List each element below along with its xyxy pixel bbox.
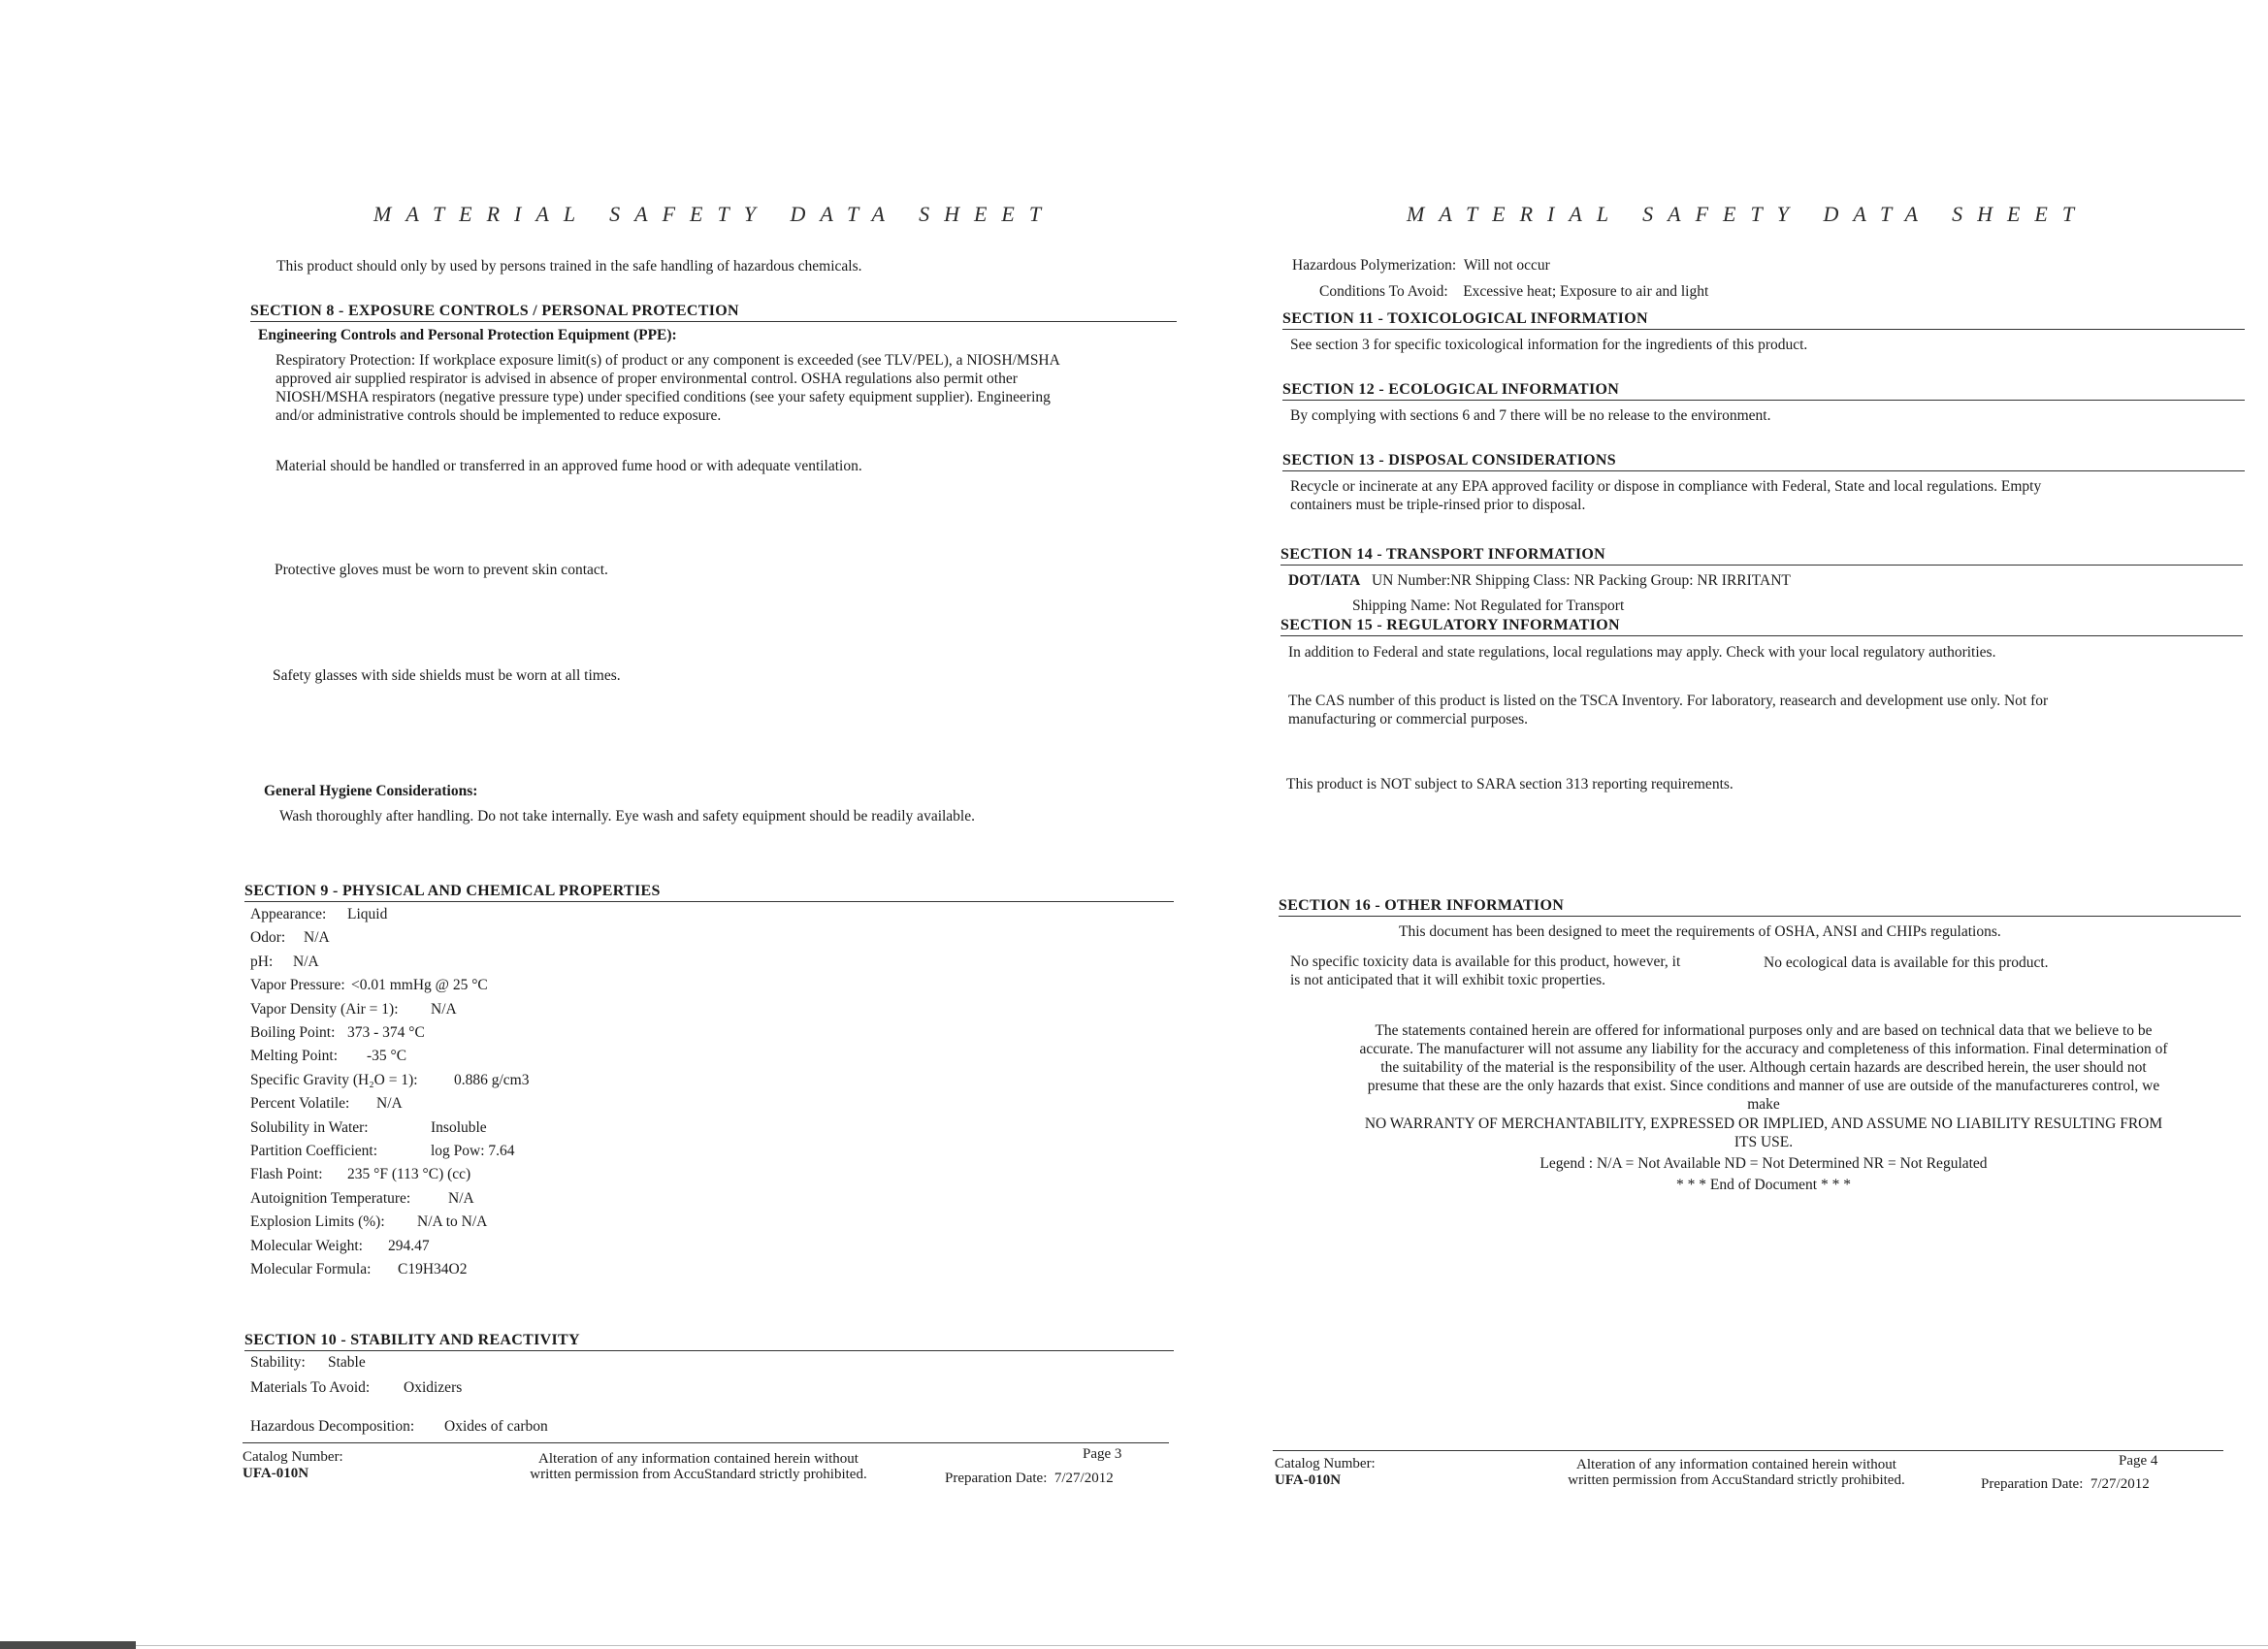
page-4 — [1251, 0, 2268, 1649]
catalog-number: UFA-010N — [243, 1466, 309, 1481]
page-number: Page 4 — [2119, 1453, 2158, 1469]
property-row: Partition Coefficient: log Pow: 7.64 — [250, 1143, 515, 1159]
section-16-title: SECTION 16 - OTHER INFORMATION — [1279, 897, 2241, 917]
disclaimer — [1279, 1021, 2249, 1194]
section-9-title: SECTION 9 - PHYSICAL AND CHEMICAL PROPERTIES — [244, 883, 1174, 902]
warranty-line: NO WARRANTY OF MERCHANTABILITY, EXPRESSED OR IMPLIED, AND ASSUME NO LIABILITY RESULTING FROM — [1364, 1116, 2163, 1132]
hygiene-title: General Hygiene Considerations: — [264, 783, 478, 799]
property-row: Molecular Weight: 294.47 — [250, 1238, 430, 1254]
tsca-line: manufacturing or commercial purposes. — [1288, 711, 1529, 728]
section-14-title: SECTION 14 - TRANSPORT INFORMATION — [1280, 546, 2243, 566]
sara-text: This product is NOT subject to SARA section 313 reporting requirements. — [1286, 776, 1733, 792]
property-row: Autoignition Temperature: N/A — [250, 1190, 474, 1207]
property-row: Materials To Avoid: Oxidizers — [250, 1379, 463, 1396]
disclaimer-line: make — [1747, 1096, 1780, 1113]
alteration-notice — [495, 1451, 902, 1482]
preparation-date: Preparation Date: 7/27/2012 — [1981, 1476, 2150, 1492]
dot-iata-row: DOT/IATA UN Number:NR Shipping Class: NR Packing Group: NR IRRITANT — [1288, 572, 1791, 589]
resp-line: approved air supplied respirator is advised in absence of proper environmental control. OSHA regulations also permit other — [275, 371, 1018, 387]
ecological-note: No ecological data is available for this product. — [1764, 954, 2049, 971]
property-row: Odor: N/A — [250, 929, 330, 946]
page-header: MATERIAL SAFETY DATA SHEET — [1407, 202, 2090, 226]
hazardous-polymerization: Hazardous Polymerization: Will not occur — [1292, 257, 1550, 274]
trained-persons-note: This product should only by used by persons trained in the safe handling of hazardous chemicals. — [276, 258, 862, 275]
preparation-date: Preparation Date: 7/27/2012 — [945, 1471, 1114, 1486]
section-15-title: SECTION 15 - REGULATORY INFORMATION — [1280, 617, 2243, 636]
property-row: Solubility in Water: Insoluble — [250, 1119, 487, 1136]
legend: Legend : N/A = Not Available ND = Not Determined NR = Not Regulated — [1539, 1155, 1988, 1172]
glasses-note: Safety glasses with side shields must be worn at all times. — [273, 667, 621, 684]
section-13-title: SECTION 13 - DISPOSAL CONSIDERATIONS — [1282, 452, 2245, 471]
property-row: Vapor Pressure: <0.01 mmHg @ 25 °C — [250, 977, 488, 993]
page-number: Page 3 — [1083, 1446, 1122, 1462]
tsca-text — [1288, 692, 2048, 728]
property-row: Appearance: Liquid — [250, 906, 388, 922]
section-11-title: SECTION 11 - TOXICOLOGICAL INFORMATION — [1282, 310, 2245, 330]
osha-intro: This document has been designed to meet the requirements of OSHA, ANSI and CHIPs regulations. — [1399, 923, 2001, 940]
section-8-title: SECTION 8 - EXPOSURE CONTROLS / PERSONAL PROTECTION — [250, 303, 1177, 322]
property-row: Explosion Limits (%): N/A to N/A — [250, 1213, 488, 1230]
resp-line: and/or administrative controls should be implemented to reduce exposure. — [275, 407, 722, 424]
toxicology-text: See section 3 for specific toxicological information for the ingredients of this product. — [1290, 337, 1808, 353]
section-12-title: SECTION 12 - ECOLOGICAL INFORMATION — [1282, 381, 2245, 401]
toxicity-line: No specific toxicity data is available for this product, however, it — [1290, 954, 1681, 970]
shipping-name: Shipping Name: Not Regulated for Transport — [1352, 598, 1625, 614]
property-row: pH: N/A — [250, 954, 319, 970]
disclaimer-line: presume that these are the only hazards that exist. Since conditions and manner of use are outside of the manufactureres control, we — [1367, 1078, 2160, 1094]
notice-line: Alteration of any information contained herein without — [538, 1451, 859, 1467]
notice-line: Alteration of any information contained herein without — [1576, 1457, 1896, 1472]
catalog-label: Catalog Number: — [1275, 1456, 1376, 1471]
property-row: Boiling Point: 373 - 374 °C — [250, 1024, 425, 1041]
respiratory-protection — [275, 351, 1060, 425]
end-of-document: * * * End of Document * * * — [1676, 1177, 1851, 1193]
warranty-line: ITS USE. — [1733, 1134, 1794, 1150]
footer-rule — [1273, 1450, 2223, 1451]
scan-edge-shadow — [0, 1641, 136, 1649]
property-row: Hazardous Decomposition: Oxides of carbon — [250, 1418, 548, 1435]
tsca-line: The CAS number of this product is listed on the TSCA Inventory. For laboratory, reasearch and development use only. Not for — [1288, 693, 2049, 709]
property-row: Melting Point: -35 °C — [250, 1048, 407, 1064]
disclaimer-line: accurate. The manufacturer will not assume any liability for the accuracy and completeness of this information. Final determination of — [1359, 1041, 2168, 1057]
conditions-to-avoid: Conditions To Avoid: Excessive heat; Exposure to air and light — [1319, 283, 1709, 300]
ecology-text: By complying with sections 6 and 7 there will be no release to the environment. — [1290, 407, 1771, 424]
disposal-line: Recycle or incinerate at any EPA approved facility or dispose in compliance with Federal, State and local regulations. Empty — [1290, 478, 2042, 495]
gloves-note: Protective gloves must be worn to prevent skin contact. — [275, 562, 608, 578]
catalog-label: Catalog Number: — [243, 1449, 343, 1465]
scan-edge-line — [0, 1645, 2268, 1646]
notice-line: written permission from AccuStandard strictly prohibited. — [530, 1467, 867, 1482]
alteration-notice — [1533, 1457, 1940, 1488]
footer-rule — [243, 1442, 1169, 1443]
property-row: Percent Volatile: N/A — [250, 1095, 403, 1112]
resp-line: NIOSH/MSHA respirators (negative pressure type) under specified conditions (see your safety equipment supplier). Engineering — [275, 389, 1051, 405]
property-row: Vapor Density (Air = 1): N/A — [250, 1001, 457, 1018]
ventilation-note: Material should be handled or transferred in an approved fume hood or with adequate ventilation. — [275, 458, 862, 474]
property-row: Flash Point: 235 °F (113 °C) (cc) — [250, 1166, 471, 1182]
property-row: Specific Gravity (H₂O = 1): 0.886 g/cm3 — [250, 1072, 530, 1088]
disposal-line: containers must be triple-rinsed prior to disposal. — [1290, 497, 1586, 513]
resp-line: Respiratory Protection: If workplace exposure limit(s) of product or any component is exceeded (see TLV/PEL), a NIOSH/MSHA — [275, 352, 1060, 369]
catalog-number: UFA-010N — [1275, 1472, 1342, 1488]
regulatory-text: In addition to Federal and state regulations, local regulations may apply. Check with your local regulatory authorities. — [1288, 644, 1996, 661]
page-header: MATERIAL SAFETY DATA SHEET — [373, 202, 1056, 226]
toxicity-note — [1290, 953, 1680, 989]
hygiene-text: Wash thoroughly after handling. Do not take internally. Eye wash and safety equipment should be readily available. — [279, 808, 975, 824]
disclaimer-line: the suitability of the material is the responsibility of the user. Although certain hazards are described herein, the user should not — [1380, 1059, 2147, 1076]
notice-line: written permission from AccuStandard strictly prohibited. — [1568, 1472, 1905, 1488]
ppe-subtitle: Engineering Controls and Personal Protection Equipment (PPE): — [258, 327, 677, 343]
property-row: Molecular Formula: C19H34O2 — [250, 1261, 468, 1277]
section-10-title: SECTION 10 - STABILITY AND REACTIVITY — [244, 1332, 1174, 1351]
property-row: Stability: Stable — [250, 1354, 366, 1371]
toxicity-line: is not anticipated that it will exhibit toxic properties. — [1290, 972, 1606, 988]
disposal-text — [1290, 477, 2041, 514]
disclaimer-line: The statements contained herein are offered for informational purposes only and are based on technical data that we believe to be — [1375, 1022, 2153, 1039]
